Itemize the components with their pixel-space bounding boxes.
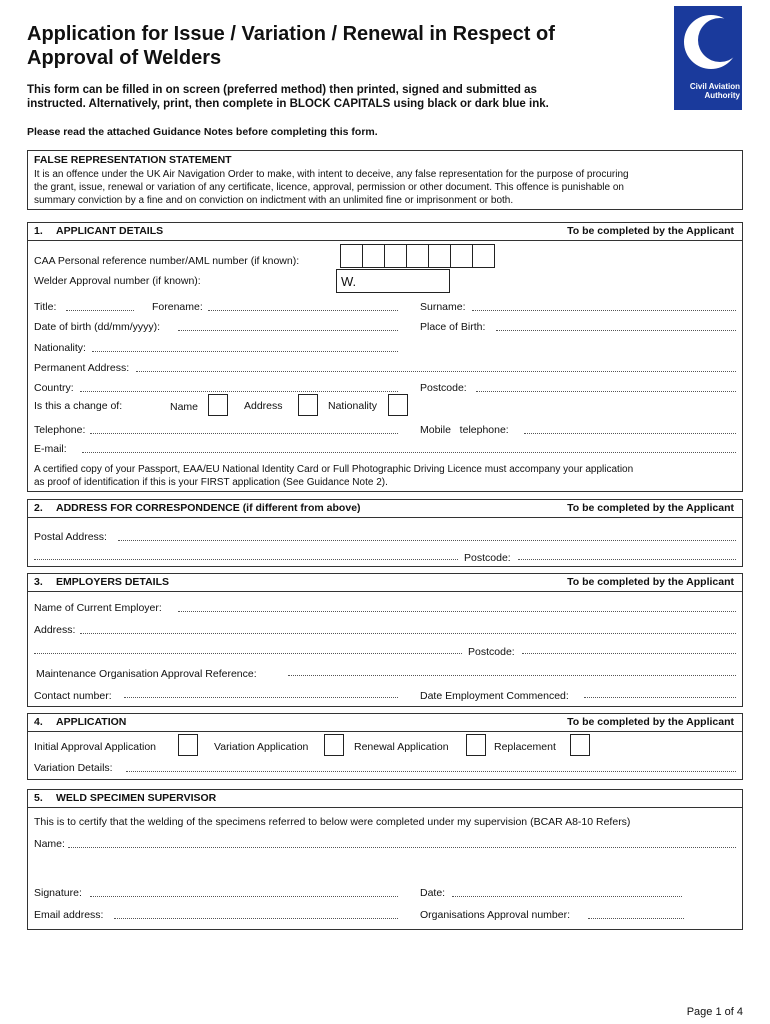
caa-ref-box-5[interactable] (428, 244, 451, 268)
form-title-line1: Application for Issue / Variation / Renewal in Respect of (27, 23, 555, 45)
country-label: Country: (34, 382, 74, 394)
false-rep-line1: It is an offence under the UK Air Navigation Order to make, with intent to deceive, any false representation for the purpose of procuring (34, 169, 629, 180)
supervisor-name-field[interactable] (68, 838, 736, 848)
logo-text (676, 82, 740, 100)
false-rep-line2: the grant, issue, renewal or variation of any certificate, licence, approval, permission or other document. This offence is punishable on (34, 182, 624, 193)
logo-line1: Civil Aviation (689, 82, 740, 91)
change-nationality-checkbox[interactable] (388, 394, 408, 416)
caa-ref-box-3[interactable] (384, 244, 407, 268)
pob-label: Place of Birth: (420, 321, 486, 333)
intro-text (27, 83, 647, 111)
section-1-header (28, 223, 742, 241)
section-3-header (28, 574, 742, 592)
section-2-header (28, 500, 742, 518)
section-3-title: EMPLOYERS DETAILS (56, 576, 169, 588)
country-field[interactable] (80, 382, 398, 392)
caa-crescent-icon (674, 6, 742, 86)
change-address-label: Address (244, 400, 283, 412)
section-1-title: APPLICANT DETAILS (56, 225, 164, 237)
section-5-title: WELD SPECIMEN SUPERVISOR (56, 792, 217, 804)
welder-no-field[interactable] (336, 269, 450, 293)
false-rep-line3: summary conviction by a fine and on conviction on indictment with an unlimited fine or imprisonment or both. (34, 195, 514, 206)
nationality-field[interactable] (92, 342, 398, 352)
change-name-label: Name (170, 401, 199, 413)
section-3-number: 3. (34, 576, 43, 588)
false-representation-box (27, 150, 743, 210)
email-label: E-mail: (34, 443, 67, 455)
initial-approval-label: Initial Approval Application (34, 741, 156, 753)
telephone-field[interactable] (90, 424, 398, 434)
variation-details-label: Variation Details: (34, 762, 113, 774)
employer-address-field[interactable] (80, 624, 736, 634)
postcode-label: Postcode: (420, 382, 467, 394)
section-4-header (28, 714, 742, 732)
certify-text: This is to certify that the welding of the specimens referred to below were completed under my supervision (BCAR A8-10 Refers) (34, 816, 631, 828)
intro-line1: This form can be filled in on screen (preferred method) then printed, signed and submitted as (27, 84, 537, 96)
logo-line2: Authority (704, 91, 740, 100)
title-label: Title: (34, 301, 57, 313)
title-field[interactable] (66, 301, 134, 311)
replacement-label: Replacement (494, 741, 556, 753)
caa-ref-label: CAA Personal reference number/AML number (if known): (34, 255, 300, 267)
renewal-label: Renewal Application (354, 741, 449, 753)
variation-label: Variation Application (214, 741, 309, 753)
mobile-label: Mobile telephone: (420, 424, 509, 436)
employer-postcode-field[interactable] (522, 644, 736, 654)
postcode-field[interactable] (476, 382, 736, 392)
dob-field[interactable] (178, 321, 398, 331)
variation-checkbox[interactable] (324, 734, 344, 756)
mobile-field[interactable] (524, 424, 736, 434)
caa-ref-box-1[interactable] (340, 244, 363, 268)
section-5-number: 5. (34, 792, 43, 804)
change-nationality-label: Nationality (328, 400, 378, 412)
maint-ref-field[interactable] (288, 666, 736, 676)
perm-address-field[interactable] (136, 362, 736, 372)
section-3-who: To be completed by the Applicant (567, 576, 734, 588)
nationality-label: Nationality: (34, 342, 86, 354)
caa-ref-box-6[interactable] (450, 244, 473, 268)
section-5-header (28, 790, 742, 808)
surname-label: Surname: (420, 301, 466, 313)
caa-ref-box-7[interactable] (472, 244, 495, 268)
section-employers (27, 573, 743, 707)
section-weld-supervisor (27, 789, 743, 930)
page-number: Page 1 of 4 (686, 1006, 743, 1018)
pob-field[interactable] (496, 321, 736, 331)
section-correspondence (27, 499, 743, 567)
date-employment-label: Date Employment Commenced: (420, 690, 569, 702)
variation-details-field[interactable] (126, 762, 736, 772)
employer-address-field-2[interactable] (34, 644, 462, 654)
id-note-line2: as proof of identification if this is your FIRST application (See Guidance Note 2). (34, 477, 388, 488)
change-of-label: Is this a change of: (34, 400, 123, 412)
form-title (27, 22, 627, 70)
signature-field[interactable] (90, 887, 398, 897)
caa-ref-box-2[interactable] (362, 244, 385, 268)
postcode-2-field[interactable] (518, 550, 736, 560)
employer-label: Name of Current Employer: (34, 602, 162, 614)
signature-label: Signature: (34, 887, 82, 899)
supervisor-date-label: Date: (420, 887, 446, 899)
dob-label: Date of birth (dd/mm/yyyy): (34, 321, 161, 333)
org-approval-field[interactable] (588, 909, 684, 919)
guidance-note: Please read the attached Guidance Notes before completing this form. (27, 126, 378, 138)
employer-field[interactable] (178, 602, 736, 612)
welder-prefix: W. (341, 274, 357, 289)
employer-postcode-label: Postcode: (468, 646, 515, 658)
section-2-who: To be completed by the Applicant (567, 502, 734, 514)
telephone-label: Telephone: (34, 424, 86, 436)
postal-address-field-2[interactable] (34, 550, 458, 560)
org-approval-label: Organisations Approval number: (420, 909, 570, 921)
section-1-number: 1. (34, 225, 43, 237)
supervisor-date-field[interactable] (452, 887, 682, 897)
caa-ref-box-4[interactable] (406, 244, 429, 268)
section-4-who: To be completed by the Applicant (567, 716, 734, 728)
change-name-checkbox[interactable] (208, 394, 228, 416)
section-applicant-details (27, 222, 743, 492)
contact-label: Contact number: (34, 690, 112, 702)
supervisor-email-field[interactable] (114, 909, 398, 919)
change-address-checkbox[interactable] (298, 394, 318, 416)
section-2-number: 2. (34, 502, 43, 514)
false-rep-heading: FALSE REPRESENTATION STATEMENT (34, 154, 232, 166)
section-application (27, 713, 743, 780)
employer-address-label: Address: (34, 624, 76, 636)
perm-address-label: Permanent Address: (34, 362, 130, 374)
maint-ref-label: Maintenance Organisation Approval Reference: (36, 668, 257, 680)
supervisor-email-label: Email address: (34, 909, 104, 921)
date-employment-field[interactable] (584, 688, 736, 698)
postcode-2-label: Postcode: (464, 552, 511, 564)
supervisor-name-label: Name: (34, 838, 65, 850)
contact-field[interactable] (124, 688, 398, 698)
id-note-line1: A certified copy of your Passport, EAA/EU National Identity Card or Full Photographic Driving Licence must accompany your application (34, 464, 634, 475)
email-field[interactable] (82, 443, 736, 453)
section-4-title: APPLICATION (56, 716, 127, 728)
replacement-checkbox[interactable] (570, 734, 590, 756)
forename-label: Forename: (152, 301, 203, 313)
postal-address-field[interactable] (118, 531, 736, 541)
section-4-number: 4. (34, 716, 43, 728)
welder-no-label: Welder Approval number (if known): (34, 275, 201, 287)
renewal-checkbox[interactable] (466, 734, 486, 756)
forename-field[interactable] (208, 301, 398, 311)
intro-line2: instructed. Alternatively, print, then complete in BLOCK CAPITALS using black or dark blue ink. (27, 98, 549, 110)
form-title-line2: Approval of Welders (27, 47, 222, 69)
section-2-title: ADDRESS FOR CORRESPONDENCE (if different from above) (56, 502, 361, 514)
postal-address-label: Postal Address: (34, 531, 107, 543)
surname-field[interactable] (472, 301, 736, 311)
section-1-who: To be completed by the Applicant (567, 225, 734, 237)
initial-approval-checkbox[interactable] (178, 734, 198, 756)
